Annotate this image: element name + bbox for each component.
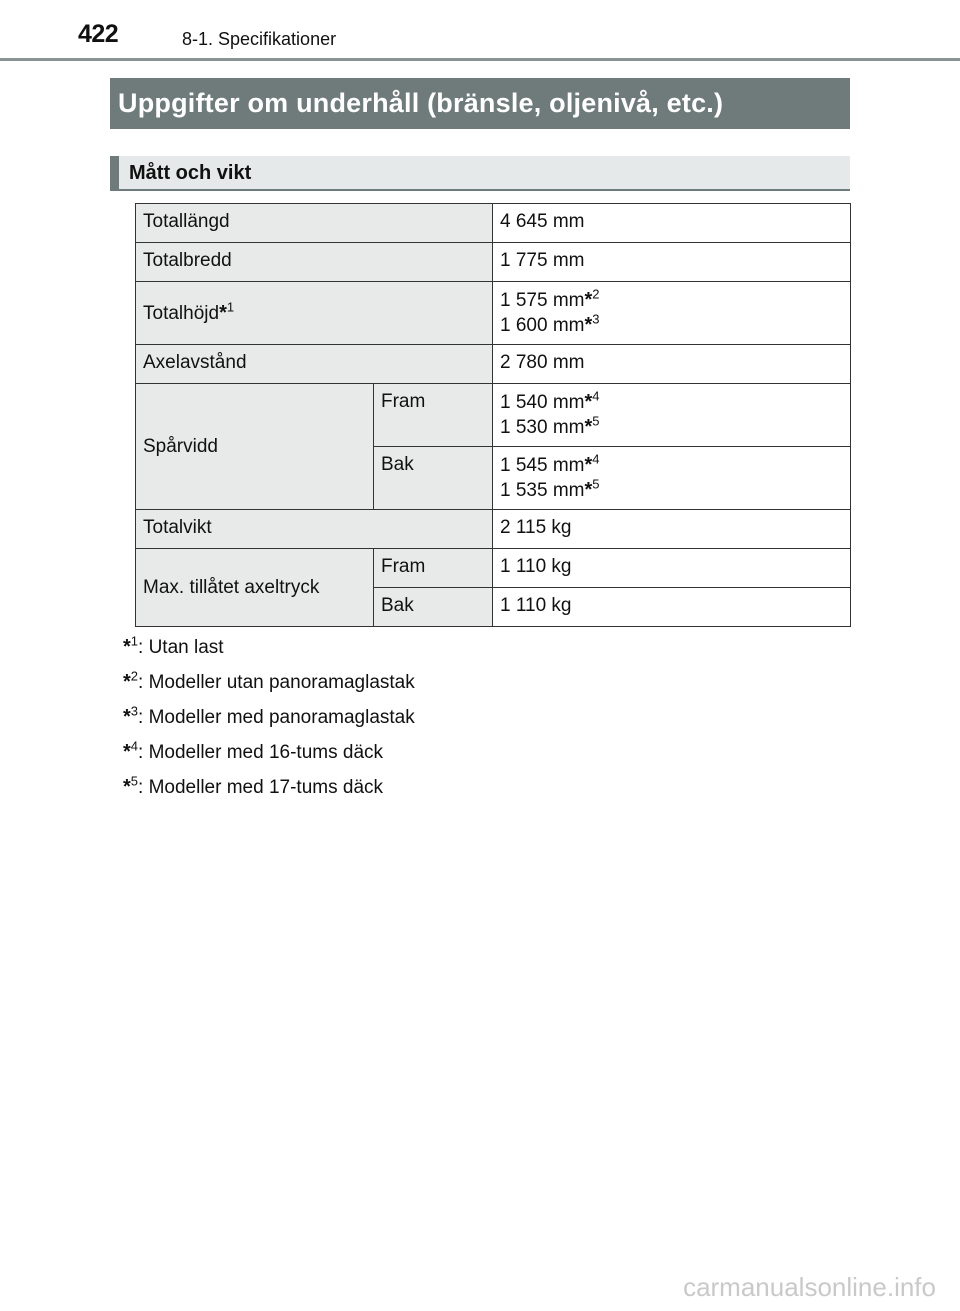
table-sublabel-cell: Fram bbox=[374, 384, 493, 447]
footnote-ref: 3 bbox=[592, 311, 600, 327]
footnote-text: : Utan last bbox=[138, 637, 224, 658]
table-value-cell: 1 110 kg bbox=[493, 588, 851, 627]
footnote-number: 5 bbox=[130, 773, 139, 789]
asterisk-mark: * bbox=[584, 416, 593, 438]
value-line bbox=[500, 453, 843, 478]
footnotes bbox=[123, 633, 415, 808]
table-label-cell: Totallängd bbox=[136, 204, 493, 243]
table-row bbox=[136, 549, 851, 588]
value-text: 1 600 mm bbox=[500, 315, 585, 336]
value-line bbox=[500, 313, 843, 338]
subsection-title: Mått och vikt bbox=[110, 156, 850, 191]
table-value-cell: 2 780 mm bbox=[493, 345, 851, 384]
table-sublabel-cell: Fram bbox=[374, 549, 493, 588]
footnote-ref: 5 bbox=[592, 413, 600, 429]
header-divider bbox=[0, 58, 960, 61]
asterisk-mark: * bbox=[584, 454, 593, 476]
footnote-ref: 4 bbox=[592, 451, 600, 467]
footnote-number: 2 bbox=[130, 668, 139, 684]
table-row bbox=[136, 510, 851, 549]
footnote-number: 3 bbox=[130, 703, 139, 719]
dimensions-weight-table bbox=[135, 203, 851, 627]
table-value-cell: 4 645 mm bbox=[493, 204, 851, 243]
page-title: Uppgifter om underhåll (bränsle, oljenivå, etc.) bbox=[110, 78, 850, 129]
asterisk-mark: * bbox=[584, 314, 593, 336]
table-label-cell: Axelavstånd bbox=[136, 345, 493, 384]
value-text: 1 575 mm bbox=[500, 290, 585, 311]
table-label-cell bbox=[136, 282, 493, 345]
asterisk-mark: * bbox=[123, 671, 131, 693]
table-value-cell bbox=[493, 384, 851, 447]
page-number: 422 bbox=[78, 20, 119, 48]
value-text: 1 545 mm bbox=[500, 455, 585, 476]
footnote bbox=[123, 738, 415, 773]
table-row bbox=[136, 384, 851, 447]
table-row bbox=[136, 345, 851, 384]
asterisk-mark: * bbox=[123, 741, 131, 763]
table-sublabel-cell: Bak bbox=[374, 447, 493, 510]
table-value-cell: 1 110 kg bbox=[493, 549, 851, 588]
table-value-cell: 2 115 kg bbox=[493, 510, 851, 549]
footnote-ref: 1 bbox=[226, 299, 235, 315]
table-row bbox=[136, 204, 851, 243]
table-sublabel-cell: Bak bbox=[374, 588, 493, 627]
footnote-number: 4 bbox=[130, 738, 139, 754]
footnote-ref: 5 bbox=[592, 476, 600, 492]
asterisk-mark: * bbox=[584, 479, 593, 501]
table-label-cell: Max. tillåtet axeltryck bbox=[136, 549, 374, 627]
footnote-text: : Modeller med 17-tums däck bbox=[138, 777, 384, 798]
value-line bbox=[500, 390, 843, 415]
table-value-cell bbox=[493, 447, 851, 510]
value-line bbox=[500, 415, 843, 440]
footnote-text: : Modeller utan panoramaglastak bbox=[138, 672, 415, 693]
footnote-number: 1 bbox=[130, 633, 139, 649]
table-row bbox=[136, 282, 851, 345]
section-reference: 8-1. Specifikationer bbox=[182, 29, 337, 49]
watermark: carmanualsonline.info bbox=[683, 1272, 936, 1302]
value-line bbox=[500, 288, 843, 313]
label-text: Totalhöjd bbox=[143, 302, 220, 324]
value-text: 1 530 mm bbox=[500, 417, 585, 438]
asterisk-mark: * bbox=[584, 391, 593, 413]
table-label-cell: Totalbredd bbox=[136, 243, 493, 282]
asterisk-mark: * bbox=[123, 636, 131, 658]
value-text: 1 535 mm bbox=[500, 480, 585, 501]
table-value-cell bbox=[493, 282, 851, 345]
table-row bbox=[136, 243, 851, 282]
footnote-ref: 4 bbox=[592, 388, 600, 404]
footnote-ref: 2 bbox=[592, 286, 600, 302]
footnote-text: : Modeller med panoramaglastak bbox=[138, 707, 415, 728]
asterisk-mark: * bbox=[123, 706, 131, 728]
asterisk-mark: * bbox=[219, 301, 227, 324]
footnote-text: : Modeller med 16-tums däck bbox=[138, 742, 384, 763]
footnote bbox=[123, 668, 415, 703]
asterisk-mark: * bbox=[123, 776, 131, 798]
table-label-cell: Spårvidd bbox=[136, 384, 374, 510]
value-text: 1 540 mm bbox=[500, 392, 585, 413]
value-line bbox=[500, 478, 843, 503]
footnote bbox=[123, 633, 415, 668]
footnote bbox=[123, 703, 415, 738]
footnote bbox=[123, 773, 415, 808]
asterisk-mark: * bbox=[584, 289, 593, 311]
table-label-cell: Totalvikt bbox=[136, 510, 493, 549]
table-value-cell: 1 775 mm bbox=[493, 243, 851, 282]
